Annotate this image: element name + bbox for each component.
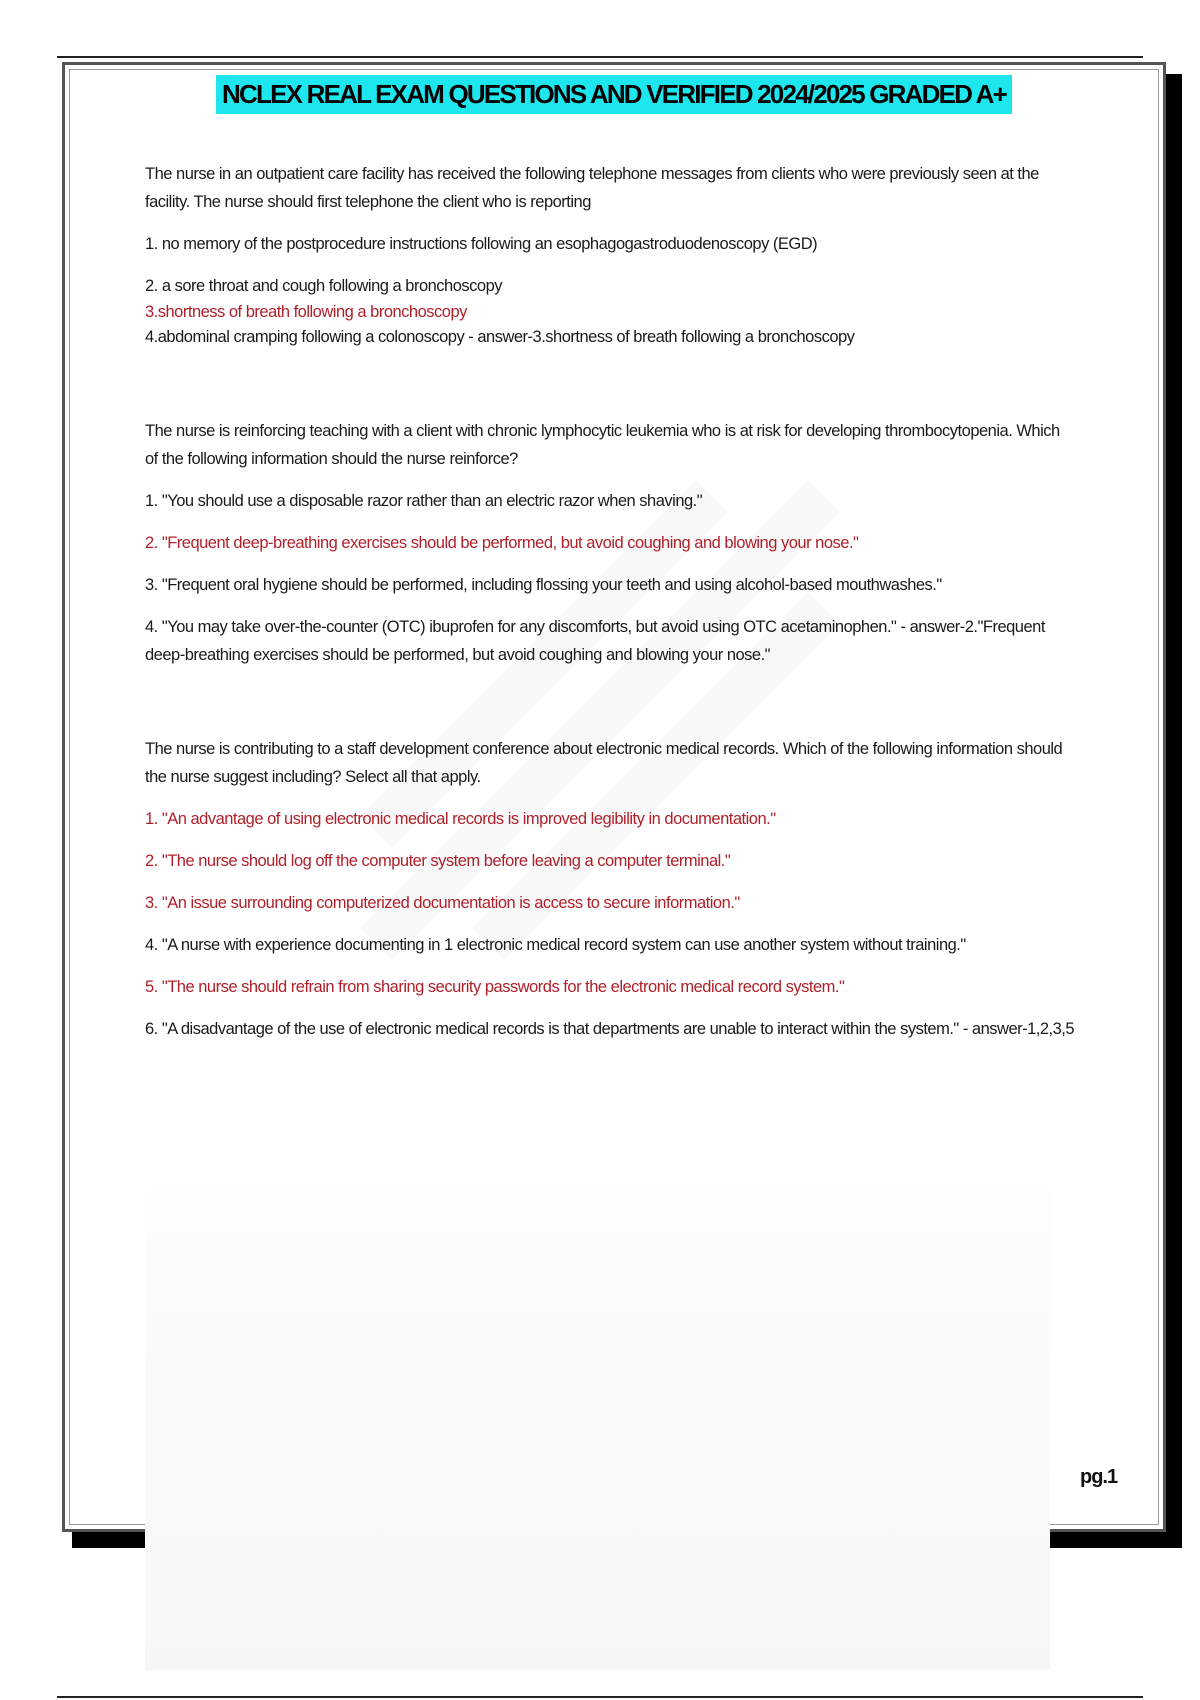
top-rule — [57, 56, 1143, 58]
document-body — [145, 160, 1075, 1043]
question-3-option-1-correct: 1. "An advantage of using electronic medical records is improved legibility in documentation." — [145, 810, 776, 828]
question-1-option-1: 1. no memory of the postprocedure instructions following an esophagogastroduodenoscopy (EGD) — [145, 235, 818, 253]
question-3-option-6-answer: 6. "A disadvantage of the use of electronic medical records is that departments are unable to interact within the system." - answer-1,2,3,5 — [145, 1020, 1075, 1038]
question-3-option-5-correct: 5. "The nurse should refrain from sharing security passwords for the electronic medical record system." — [145, 978, 845, 996]
question-3-stem: The nurse is contributing to a staff development conference about electronic medical records. Which of the following information should the nurse suggest including? Select all that apply. — [145, 740, 1063, 786]
question-3-option-2-correct: 2. "The nurse should log off the computer system before leaving a computer terminal." — [145, 852, 731, 870]
bottom-rule — [57, 1696, 1143, 1698]
page-background-band — [145, 1100, 1050, 1670]
page-number: pg.1 — [1080, 1466, 1118, 1488]
question-3-option-4: 4. "A nurse with experience documenting in 1 electronic medical record system can use another system without training." — [145, 936, 966, 954]
question-2-option-3: 3. "Frequent oral hygiene should be performed, including flossing your teeth and using alcohol-based mouthwashes." — [145, 576, 942, 594]
question-1-stem: The nurse in an outpatient care facility has received the following telephone messages from clients who were previously seen at the facility. The nurse should first telephone the client who is reporting — [145, 165, 1039, 211]
document-title: NCLEX REAL EXAM QUESTIONS AND VERIFIED 2024/2025 GRADED A+ — [216, 75, 1012, 114]
question-1-option-2: 2. a sore throat and cough following a bronchoscopy — [145, 277, 502, 295]
title-wrap — [65, 75, 1163, 114]
question-1-option-4-answer: 4.abdominal cramping following a colonoscopy - answer-3.shortness of breath following a bronchoscopy — [145, 328, 855, 346]
question-2-option-1: 1. "You should use a disposable razor rather than an electric razor when shaving." — [145, 492, 703, 510]
question-2-option-4-answer: 4. "You may take over-the-counter (OTC) ibuprofen for any discomforts, but avoid using OTC acetaminophen." - answer-2."Frequent deep-breathing exercises should be performed, but avoid coughing and blowing your nose." — [145, 618, 1045, 664]
question-2-option-2-correct: 2. "Frequent deep-breathing exercises should be performed, but avoid coughing and blowing your nose." — [145, 534, 859, 552]
question-1-option-3-correct: 3.shortness of breath following a bronchoscopy — [145, 303, 467, 321]
question-3-option-3-correct: 3. "An issue surrounding computerized documentation is access to secure information." — [145, 894, 740, 912]
question-2-stem: The nurse is reinforcing teaching with a client with chronic lymphocytic leukemia who is at risk for developing thrombocytopenia. Which of the following information should the nurse reinforce? — [145, 422, 1060, 468]
